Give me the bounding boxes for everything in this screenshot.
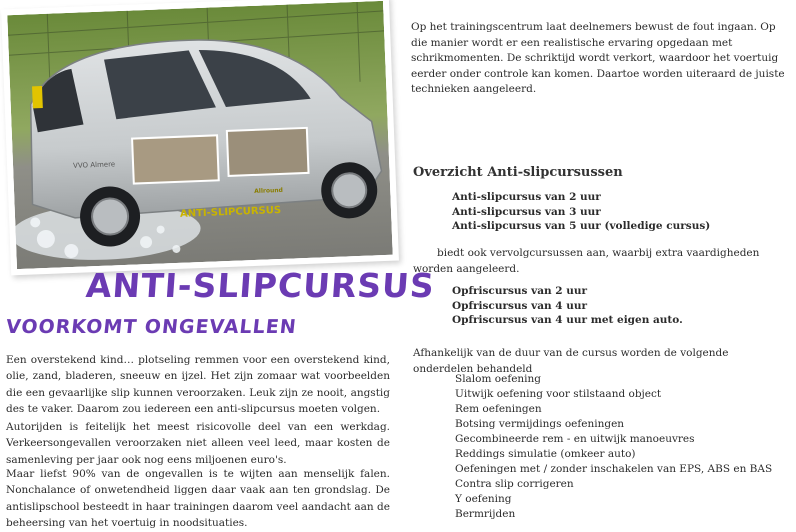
- list-item: Gecombineerde rem - en uitwijk manoeuvres: [455, 433, 695, 445]
- list-item: Oefeningen met / zonder inschakelen van EPS, ABS en BAS: [455, 463, 773, 475]
- list-item: Y oefening: [455, 493, 512, 505]
- car-photo: [1, 0, 399, 275]
- list-item: Anti-slipcursus van 2 uur: [452, 191, 601, 203]
- paragraph-intro: Een overstekend kind… plotseling remmen voor een overstekend kind, olie, zand, bladeren, sneeuw en ijzel. Het zijn zomaar wat voorbeelden die een gevaarlijke slip kunnen veroorzaken. Leuk zijn ze nooit, angstig des te vaker. Daarom zou iedereen een anti-slipcursus moeten volgen.: [6, 354, 390, 416]
- paragraph-parts-intro: Afhankelijk van de duur van de cursus worden de volgende onderdelen behandeld: [413, 347, 729, 376]
- plate-text: VVO Almere: [72, 160, 116, 170]
- paragraph-human-error: Maar liefst 90% van de ongevallen is te wijten aan menselijk falen. Nonchalance of onwetendheid liggen daar vaak aan ten grondslag. De antislipschool besteedt in haar trainingen daarom veel aandacht aan de beheersing van het voertuig in noodsituaties.: [6, 468, 390, 530]
- list-item: Anti-slipcursus van 5 uur (volledige cursus): [452, 220, 711, 233]
- article-title: ANTI-SLIPCURSUS: [84, 266, 437, 305]
- course-list: [452, 190, 710, 234]
- door-text: ANTI-SLIPCURSUS: [179, 204, 282, 220]
- car-illustration: [7, 1, 392, 269]
- refresher-list: [452, 284, 683, 328]
- article-subtitle: VOORKOMT ONGEVALLEN: [4, 316, 298, 338]
- list-item: Opfriscursus van 4 uur met eigen auto.: [452, 314, 683, 327]
- paragraph-risk: Autorijden is feitelijk het meest risicovolle deel van een werkdag. Verkeersongevallen veroorzaken niet alleen veel leed, maar kosten de samenleving per jaar ook nog eens miljoenen euro's.: [6, 421, 390, 466]
- list-item: Botsing vermijdings oefeningen: [455, 418, 625, 430]
- list-item: Contra slip corrigeren: [455, 478, 574, 490]
- overview-heading: Overzicht Anti-slipcursussen: [413, 165, 623, 180]
- list-item: Opfriscursus van 2 uur: [452, 285, 588, 297]
- list-item: Anti-slipcursus van 3 uur: [452, 205, 601, 218]
- list-item: Opfriscursus van 4 uur: [452, 299, 588, 312]
- list-item: Rem oefeningen: [455, 403, 542, 415]
- list-item: Uitwijk oefening voor stilstaand object: [455, 388, 662, 400]
- paragraph-followup: biedt ook vervolgcursussen aan, waarbij extra vaardigheden worden aangeleerd.: [413, 247, 760, 276]
- list-item: Reddings simulatie (omkeer auto): [455, 448, 636, 460]
- small-text: Allround: [254, 186, 284, 195]
- list-item: Slalom oefening: [455, 373, 542, 385]
- paragraph-training-centre: Op het trainingscentrum laat deelnemers bewust de fout ingaan. Op die manier wordt er een realistische ervaring opgedaan met schrikmomenten. De schriktijd wordt verkort, waardoor het voertuig eerder onder controle kan komen. Daartoe worden uiteraard de juiste technieken aangeleerd.: [411, 21, 785, 96]
- list-item: Bermrijden: [455, 508, 516, 520]
- parts-list: [455, 372, 772, 522]
